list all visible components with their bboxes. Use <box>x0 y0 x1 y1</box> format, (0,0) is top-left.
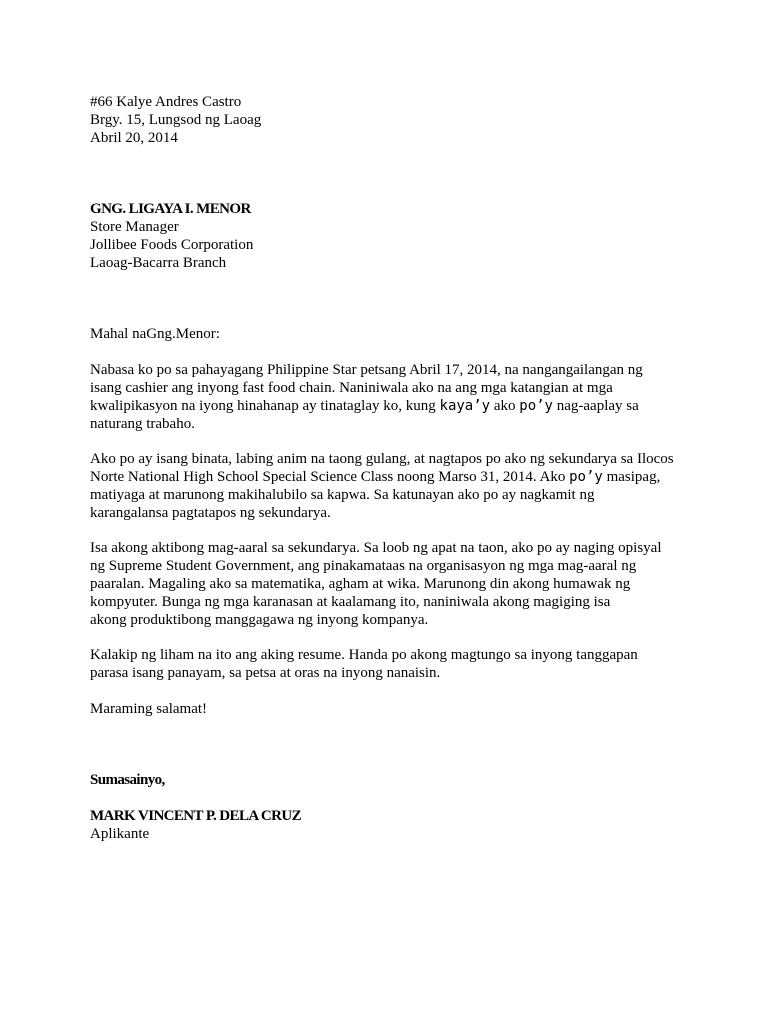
thanks-line <box>90 700 690 718</box>
text-segment: Norte National High School Special Science Class noong Marso 31, 2014. Ako <box>90 469 570 485</box>
closing-text: Sumasainyo, <box>90 772 165 788</box>
text-segment: nag-aaplay sa <box>552 398 639 414</box>
paragraph-line: Ako po ay isang binata, labing anim na taong gulang, at nagtapos po ako ng sekundarya sa Ilocos <box>90 451 674 467</box>
text-segment: kwalipikasyon na iyong hinahanap ay tinataglay ko, kung <box>90 398 440 414</box>
body-paragraph-3 <box>90 539 690 629</box>
letter-date: Abril 20, 2014 <box>90 130 178 146</box>
paragraph-line: parasa isang panayam, sa petsa at oras na inyong nanaisin. <box>90 665 441 681</box>
salutation <box>90 325 690 343</box>
signatory-name: MARK VINCENT P. DELA CRUZ <box>90 808 302 824</box>
paragraph-line: matiyaga at marunong makihalubilo sa kapwa. Sa katunayan ako po ay nagkamit ng <box>90 487 595 503</box>
sender-address-block <box>90 93 690 147</box>
paragraph-line: naturang trabaho. <box>90 416 195 432</box>
recipient-title: Store Manager <box>90 219 179 235</box>
paragraph-line: akong produktibong manggagawa ng inyong kompanya. <box>90 612 429 628</box>
recipient-branch: Laoag-Bacarra Branch <box>90 255 227 271</box>
signatory-role: Aplikante <box>90 826 150 842</box>
salutation-text: Mahal naGng.Menor: <box>90 326 220 342</box>
paragraph-line: kompyuter. Bunga ng mga karanasan at kaalamang ito, naniniwala akong magiging isa <box>90 594 611 610</box>
recipient-name: GNG. LIGAYA I. MENOR <box>90 201 251 217</box>
paragraph-line <box>90 397 690 415</box>
paragraph-line: isang cashier ang inyong fast food chain. Naniniwala ako na ang mga katangian at mga <box>90 380 613 396</box>
text-segment-kaya: kaya’y <box>439 398 491 414</box>
paragraph-line <box>90 468 690 486</box>
recipient-company: Jollibee Foods Corporation <box>90 237 254 253</box>
text-segment: masipag, <box>602 469 661 485</box>
sender-address-line-1: #66 Kalye Andres Castro <box>90 94 242 110</box>
paragraph-line: karangalansa pagtatapos ng sekundarya. <box>90 505 331 521</box>
paragraph-line: Isa akong aktibong mag-aaral sa sekundarya. Sa loob ng apat na taon, ako po ay naging opisyal <box>90 540 662 556</box>
recipient-block <box>90 200 690 272</box>
body-paragraph-4 <box>90 646 690 682</box>
body-paragraph-2 <box>90 450 690 522</box>
paragraph-line: Kalakip ng liham na ito ang aking resume. Handa po akong magtungo sa inyong tanggapan <box>90 647 638 663</box>
paragraph-line: paaralan. Magaling ako sa matematika, agham at wika. Marunong din akong humawak ng <box>90 576 631 592</box>
body-paragraph-1 <box>90 361 690 433</box>
signature-block <box>90 807 690 843</box>
paragraph-line: ng Supreme Student Government, ang pinakamataas na organisasyon ng mga mag-aaral ng <box>90 558 637 574</box>
closing <box>90 771 690 789</box>
sender-address-line-2: Brgy. 15, Lungsod ng Laoag <box>90 112 262 128</box>
text-segment: ako <box>490 398 520 414</box>
text-segment-poy: po’y <box>519 398 553 414</box>
thanks-text: Maraming salamat! <box>90 701 208 717</box>
paragraph-line: Nabasa ko po sa pahayagang Philippine Star petsang Abril 17, 2014, na nangangailangan ng <box>90 362 643 378</box>
text-segment-poy: po’y <box>569 469 603 485</box>
